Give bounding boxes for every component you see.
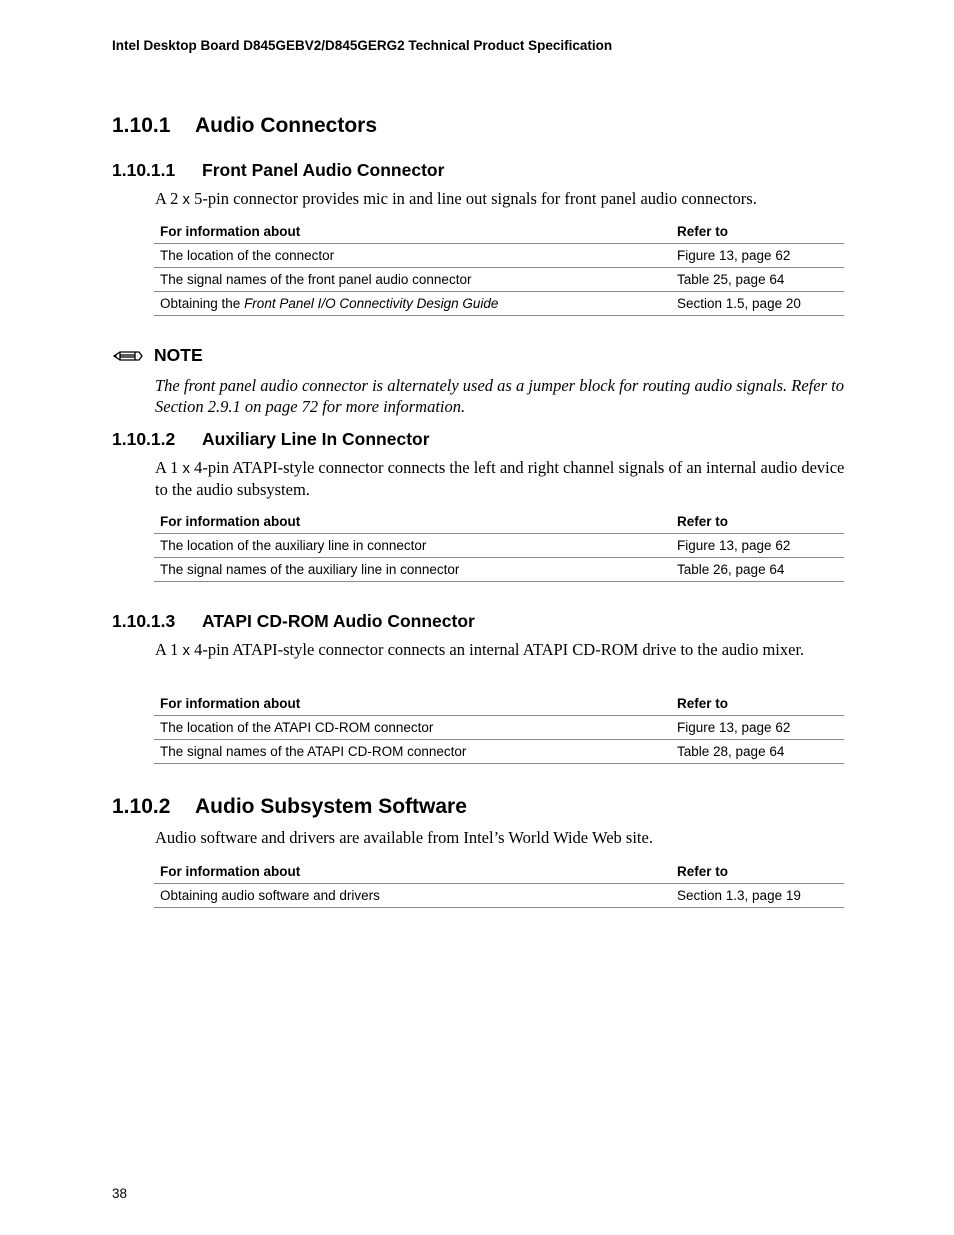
pencil-icon — [112, 346, 144, 366]
section-title: Audio Connectors — [195, 114, 377, 137]
table-cell: Table 26, page 64 — [671, 558, 844, 582]
audio-software-reference-table — [154, 860, 844, 908]
subsection-number: 1.10.1.1 — [112, 160, 176, 180]
front-panel-reference-table — [154, 220, 844, 316]
table-cell: Obtaining the Front Panel I/O Connectivity Design Guide — [154, 292, 671, 316]
table-cell: The signal names of the auxiliary line in connector — [154, 558, 671, 582]
table-cell: Section 1.5, page 20 — [671, 292, 844, 316]
note-heading — [112, 345, 203, 366]
section-heading-audio-connectors — [112, 114, 377, 138]
table-cell: Table 28, page 64 — [671, 740, 844, 764]
column-header: Refer to — [671, 692, 844, 716]
table-header-row — [154, 510, 844, 534]
note-text: The front panel audio connector is alternately used as a jumper block for routing audio signals. Refer to Section 2.9.1 on page 72 for more information. — [155, 376, 844, 416]
table-cell: The signal names of the front panel audio connector — [154, 268, 671, 292]
table-header-row — [154, 220, 844, 244]
subsection-title: Auxiliary Line In Connector — [202, 429, 430, 449]
table-cell: The location of the connector — [154, 244, 671, 268]
table-row — [154, 884, 844, 908]
table-cell: Table 25, page 64 — [671, 268, 844, 292]
table-row — [154, 740, 844, 764]
front-panel-description: A 2 x 5-pin connector provides mic in and line out signals for front panel audio connectors. — [155, 189, 757, 208]
column-header: Refer to — [671, 220, 844, 244]
table-header-row — [154, 692, 844, 716]
table-cell: The location of the auxiliary line in connector — [154, 534, 671, 558]
table-cell: Figure 13, page 62 — [671, 716, 844, 740]
table-row — [154, 534, 844, 558]
column-header: For information about — [154, 860, 671, 884]
table-row — [154, 558, 844, 582]
column-header: Refer to — [671, 860, 844, 884]
section-heading-audio-subsystem-software — [112, 795, 467, 819]
table-cell: The signal names of the ATAPI CD-ROM connector — [154, 740, 671, 764]
table-cell: The location of the ATAPI CD-ROM connector — [154, 716, 671, 740]
running-header: Intel Desktop Board D845GEBV2/D845GERG2 Technical Product Specification — [112, 38, 613, 53]
section-number: 1.10.2 — [112, 795, 171, 818]
section-title: Audio Subsystem Software — [195, 795, 467, 818]
auxiliary-line-in-reference-table — [154, 510, 844, 582]
subsection-heading-front-panel — [112, 160, 444, 181]
table-header-row — [154, 860, 844, 884]
subsection-number: 1.10.1.3 — [112, 611, 176, 631]
table-row — [154, 268, 844, 292]
column-header: For information about — [154, 220, 671, 244]
table-row — [154, 244, 844, 268]
note-title: NOTE — [154, 345, 203, 365]
subsection-heading-atapi-cd-rom — [112, 611, 475, 632]
page-number: 38 — [112, 1186, 128, 1201]
atapi-cd-rom-reference-table — [154, 692, 844, 764]
table-cell: Obtaining audio software and drivers — [154, 884, 671, 908]
subsection-title: ATAPI CD-ROM Audio Connector — [202, 611, 475, 631]
column-header: For information about — [154, 510, 671, 534]
table-row — [154, 716, 844, 740]
subsection-heading-auxiliary-line-in — [112, 429, 430, 450]
section-number: 1.10.1 — [112, 114, 171, 137]
subsection-title: Front Panel Audio Connector — [202, 160, 445, 180]
table-row — [154, 292, 844, 316]
subsection-number: 1.10.1.2 — [112, 429, 176, 449]
table-cell: Figure 13, page 62 — [671, 244, 844, 268]
column-header: Refer to — [671, 510, 844, 534]
column-header: For information about — [154, 692, 671, 716]
table-cell: Section 1.3, page 19 — [671, 884, 844, 908]
audio-software-description: Audio software and drivers are available from Intel’s World Wide Web site. — [155, 828, 653, 847]
atapi-cd-rom-description: A 1 x 4-pin ATAPI-style connector connects an internal ATAPI CD-ROM drive to the audio mixer. — [155, 640, 805, 659]
design-guide-title: Front Panel I/O Connectivity Design Guide — [244, 296, 499, 311]
table-cell: Figure 13, page 62 — [671, 534, 844, 558]
auxiliary-line-in-description: A 1 x 4-pin ATAPI-style connector connects the left and right channel signals of an internal audio device to the audio subsystem. — [155, 458, 845, 499]
